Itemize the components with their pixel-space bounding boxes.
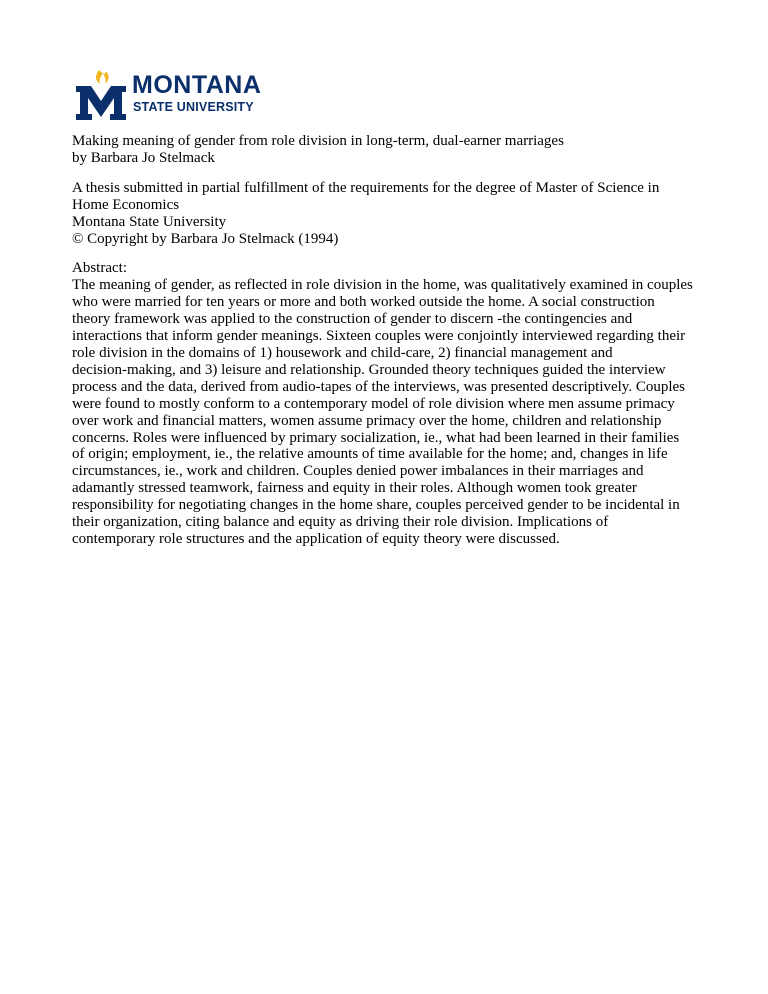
logo-wordmark: MONTANA [132, 71, 262, 99]
title-block [72, 133, 702, 167]
abstract-section [72, 260, 702, 547]
abstract-line: adamantly stressed teamwork, fairness and equity in their roles. Although women took greater [72, 480, 637, 497]
logo-subtitle: STATE UNIVERSITY [133, 100, 254, 114]
abstract-line: over work and financial matters, women assume primacy over the home, children and relationship [72, 412, 662, 429]
abstract-line: circumstances, ie., work and children. Couples denied power imbalances in their marriages and [72, 463, 644, 480]
logo-m-icon [72, 68, 130, 124]
document-body [72, 133, 702, 561]
thesis-title: Making meaning of gender from role division in long-term, dual-earner marriages [72, 133, 564, 149]
abstract-line: were found to mostly conform to a contemporary model of role division where men assume primacy [72, 395, 675, 412]
abstract-line: theory framework was applied to the construction of gender to discern -the contingencies and [72, 311, 633, 328]
abstract-line: responsibility for negotiating changes in the home share, couples perceived gender to be incidental in [72, 497, 680, 514]
degree-field: Home Economics [72, 196, 180, 213]
institution-name: Montana State University [72, 213, 227, 230]
abstract-line: concerns. Roles were influenced by primary socialization, ie., what had been learned in their families [72, 429, 680, 446]
abstract-line: process and the data, derived from audio-tapes of the interviews, was presented descriptively. Couples [72, 378, 686, 395]
degree-block [72, 180, 702, 248]
abstract-line: The meaning of gender, as reflected in role division in the home, was qualitatively examined in couples [72, 277, 693, 294]
abstract-line: interactions that inform gender meanings. Sixteen couples were conjointly interviewed regarding their [72, 328, 686, 345]
university-logo [72, 68, 272, 124]
thesis-author: by Barbara Jo Stelmack [72, 149, 215, 166]
copyright-notice: © Copyright by Barbara Jo Stelmack (1994) [72, 230, 339, 247]
degree-statement: A thesis submitted in partial fulfillment of the requirements for the degree of Master of Science in [72, 179, 660, 196]
abstract-text [72, 277, 702, 548]
abstract-line: contemporary role structures and the application of equity theory were discussed. [72, 530, 560, 547]
abstract-line: decision-making, and 3) leisure and relationship. Grounded theory techniques guided the interview [72, 361, 666, 378]
abstract-line: of origin; employment, ie., the relative amounts of time available for the home; and, changes in life [72, 446, 668, 463]
abstract-line: their organization, citing balance and equity as driving their role division. Implications of [72, 514, 609, 531]
abstract-heading: Abstract: [72, 260, 127, 277]
abstract-line: who were married for ten years or more and both worked outside the home. A social construction [72, 294, 655, 311]
abstract-line: role division in the domains of 1) housework and child-care, 2) financial management and [72, 344, 613, 361]
